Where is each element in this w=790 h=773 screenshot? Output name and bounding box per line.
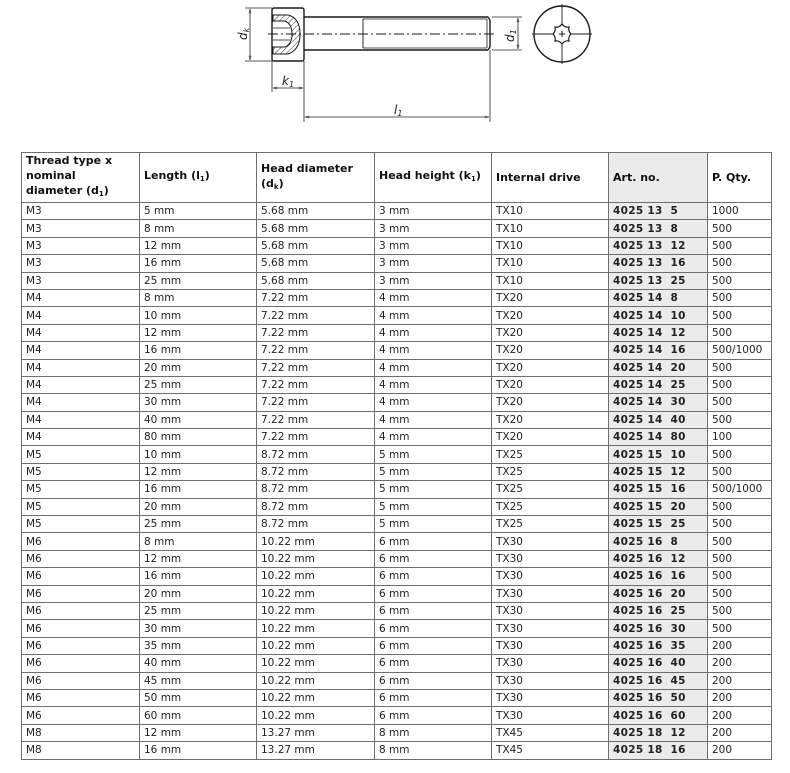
cell-length: 8 mm: [140, 220, 257, 237]
cell-head-diameter: 10.22 mm: [257, 707, 375, 724]
cell-art-no: 4025 14 12: [609, 324, 708, 341]
cell-thread: M3: [22, 203, 140, 220]
cell-head-height: 3 mm: [375, 237, 492, 254]
cell-internal-drive: TX30: [492, 637, 609, 654]
cell-length: 12 mm: [140, 324, 257, 341]
product-spec-table: [21, 152, 772, 760]
cell-art-no: 4025 13 5: [609, 203, 708, 220]
table-row: [22, 237, 772, 254]
cell-art-no: 4025 16 45: [609, 672, 708, 689]
cell-art-no: 4025 18 12: [609, 724, 708, 741]
cell-length: 30 mm: [140, 394, 257, 411]
cell-internal-drive: TX30: [492, 689, 609, 706]
cell-internal-drive: TX45: [492, 724, 609, 741]
cell-length: 40 mm: [140, 655, 257, 672]
cell-internal-drive: TX30: [492, 602, 609, 619]
cell-length: 12 mm: [140, 550, 257, 567]
cell-pqty: 500: [708, 359, 772, 376]
cell-internal-drive: TX10: [492, 237, 609, 254]
cell-length: 16 mm: [140, 255, 257, 272]
cell-internal-drive: TX30: [492, 585, 609, 602]
cell-internal-drive: TX25: [492, 463, 609, 480]
table-row: [22, 463, 772, 480]
cell-thread: M5: [22, 463, 140, 480]
header-thread: Thread type x nominal diameter $(d_1)$: [22, 153, 140, 203]
cell-head-height: 4 mm: [375, 307, 492, 324]
cell-art-no: 4025 16 25: [609, 602, 708, 619]
cell-length: 20 mm: [140, 498, 257, 515]
torx-drive-icon: [532, 4, 592, 64]
cell-head-diameter: 8.72 mm: [257, 516, 375, 533]
cell-internal-drive: TX10: [492, 272, 609, 289]
table-header-row: [22, 153, 772, 203]
cell-length: 20 mm: [140, 585, 257, 602]
cell-internal-drive: TX20: [492, 289, 609, 306]
cell-art-no: 4025 15 25: [609, 516, 708, 533]
header-length: Length $(l_1)$: [140, 153, 257, 203]
cell-head-height: 5 mm: [375, 516, 492, 533]
table-row: [22, 272, 772, 289]
cell-length: 80 mm: [140, 429, 257, 446]
cell-thread: M3: [22, 272, 140, 289]
cell-head-height: 6 mm: [375, 707, 492, 724]
cell-thread: M5: [22, 481, 140, 498]
cell-head-height: 5 mm: [375, 481, 492, 498]
d1-label: d1: [503, 29, 518, 42]
cell-head-diameter: 10.22 mm: [257, 655, 375, 672]
cell-head-diameter: 7.22 mm: [257, 307, 375, 324]
cell-internal-drive: TX30: [492, 533, 609, 550]
dimension-labels: [236, 27, 518, 118]
cell-pqty: 500: [708, 516, 772, 533]
cell-art-no: 4025 13 16: [609, 255, 708, 272]
cell-thread: M3: [22, 237, 140, 254]
cell-head-height: 6 mm: [375, 637, 492, 654]
cell-head-diameter: 5.68 mm: [257, 272, 375, 289]
cell-head-diameter: 7.22 mm: [257, 429, 375, 446]
table-row: [22, 742, 772, 759]
cell-thread: M6: [22, 672, 140, 689]
cell-length: 30 mm: [140, 620, 257, 637]
cell-head-height: 6 mm: [375, 602, 492, 619]
cell-pqty: 200: [708, 742, 772, 759]
cell-art-no: 4025 13 8: [609, 220, 708, 237]
cell-art-no: 4025 15 10: [609, 446, 708, 463]
cell-head-height: 8 mm: [375, 742, 492, 759]
cell-length: 50 mm: [140, 689, 257, 706]
cell-head-diameter: 10.22 mm: [257, 637, 375, 654]
cell-art-no: 4025 14 10: [609, 307, 708, 324]
table-row: [22, 359, 772, 376]
cell-head-diameter: 5.68 mm: [257, 203, 375, 220]
screw-technical-drawing: [0, 0, 790, 140]
cell-pqty: 200: [708, 689, 772, 706]
cell-art-no: 4025 14 80: [609, 429, 708, 446]
table-row: [22, 203, 772, 220]
cell-head-height: 6 mm: [375, 533, 492, 550]
cell-art-no: 4025 16 50: [609, 689, 708, 706]
cell-thread: M4: [22, 411, 140, 428]
cell-art-no: 4025 15 12: [609, 463, 708, 480]
cell-art-no: 4025 16 8: [609, 533, 708, 550]
cell-head-height: 3 mm: [375, 272, 492, 289]
cell-thread: M5: [22, 516, 140, 533]
cell-internal-drive: TX30: [492, 620, 609, 637]
cell-pqty: 500: [708, 550, 772, 567]
cell-internal-drive: TX30: [492, 655, 609, 672]
cell-pqty: 500: [708, 602, 772, 619]
cell-head-diameter: 10.22 mm: [257, 689, 375, 706]
cell-thread: M6: [22, 689, 140, 706]
cell-pqty: 500: [708, 237, 772, 254]
cell-thread: M6: [22, 637, 140, 654]
cell-thread: M5: [22, 498, 140, 515]
cell-head-diameter: 8.72 mm: [257, 498, 375, 515]
table-row: [22, 498, 772, 515]
table-row: [22, 672, 772, 689]
cell-pqty: 500: [708, 463, 772, 480]
cell-internal-drive: TX25: [492, 498, 609, 515]
table-row: [22, 585, 772, 602]
cell-thread: M6: [22, 550, 140, 567]
cell-art-no: 4025 13 12: [609, 237, 708, 254]
cell-head-diameter: 5.68 mm: [257, 255, 375, 272]
cell-length: 40 mm: [140, 411, 257, 428]
table-row: [22, 289, 772, 306]
cell-internal-drive: TX20: [492, 324, 609, 341]
header-internal-drive: Internal drive: [492, 153, 609, 203]
cell-head-diameter: 7.22 mm: [257, 359, 375, 376]
cell-head-height: 5 mm: [375, 446, 492, 463]
cell-head-height: 6 mm: [375, 620, 492, 637]
cell-internal-drive: TX20: [492, 359, 609, 376]
table-row: [22, 307, 772, 324]
cell-length: 60 mm: [140, 707, 257, 724]
cell-thread: M6: [22, 533, 140, 550]
cell-thread: M6: [22, 620, 140, 637]
cell-internal-drive: TX20: [492, 394, 609, 411]
cell-pqty: 500: [708, 446, 772, 463]
cell-length: 12 mm: [140, 724, 257, 741]
table-row: [22, 724, 772, 741]
cell-internal-drive: TX45: [492, 742, 609, 759]
cell-art-no: 4025 18 16: [609, 742, 708, 759]
cell-length: 12 mm: [140, 463, 257, 480]
cell-pqty: 500: [708, 568, 772, 585]
cell-thread: M3: [22, 255, 140, 272]
cell-art-no: 4025 14 16: [609, 342, 708, 359]
table-row: [22, 429, 772, 446]
cell-pqty: 200: [708, 655, 772, 672]
cell-pqty: 500: [708, 272, 772, 289]
cell-head-height: 4 mm: [375, 289, 492, 306]
cell-length: 25 mm: [140, 272, 257, 289]
cell-internal-drive: TX20: [492, 411, 609, 428]
table-row: [22, 411, 772, 428]
cell-head-diameter: 8.72 mm: [257, 481, 375, 498]
cell-thread: M6: [22, 655, 140, 672]
cell-internal-drive: TX10: [492, 203, 609, 220]
table-row: [22, 394, 772, 411]
cell-art-no: 4025 14 25: [609, 376, 708, 393]
cell-internal-drive: TX25: [492, 481, 609, 498]
cell-pqty: 500: [708, 394, 772, 411]
cell-head-height: 5 mm: [375, 498, 492, 515]
cell-head-diameter: 10.22 mm: [257, 620, 375, 637]
cell-pqty: 200: [708, 637, 772, 654]
cell-art-no: 4025 16 40: [609, 655, 708, 672]
cell-length: 16 mm: [140, 568, 257, 585]
cell-length: 8 mm: [140, 533, 257, 550]
cell-internal-drive: TX20: [492, 376, 609, 393]
cell-head-height: 3 mm: [375, 255, 492, 272]
cell-art-no: 4025 14 8: [609, 289, 708, 306]
cell-length: 25 mm: [140, 376, 257, 393]
cell-internal-drive: TX20: [492, 307, 609, 324]
cell-head-height: 3 mm: [375, 203, 492, 220]
table-row: [22, 376, 772, 393]
cell-internal-drive: TX30: [492, 568, 609, 585]
cell-pqty: 500: [708, 620, 772, 637]
k1-label: k1: [282, 74, 295, 89]
cell-length: 10 mm: [140, 446, 257, 463]
cell-head-diameter: 10.22 mm: [257, 672, 375, 689]
cell-head-height: 3 mm: [375, 220, 492, 237]
cell-head-height: 6 mm: [375, 672, 492, 689]
dimension-lines: [245, 8, 522, 122]
cell-internal-drive: TX20: [492, 429, 609, 446]
cell-pqty: 500: [708, 307, 772, 324]
cell-head-diameter: 7.22 mm: [257, 376, 375, 393]
cell-head-height: 8 mm: [375, 724, 492, 741]
cell-internal-drive: TX25: [492, 446, 609, 463]
cell-pqty: 500: [708, 411, 772, 428]
cell-pqty: 100: [708, 429, 772, 446]
cell-pqty: 200: [708, 707, 772, 724]
header-pqty: P. Qty.: [708, 153, 772, 203]
cell-length: 12 mm: [140, 237, 257, 254]
cell-length: 16 mm: [140, 342, 257, 359]
cell-art-no: 4025 14 30: [609, 394, 708, 411]
header-head-diameter: Head diameter $(d_k)$: [257, 153, 375, 203]
cell-thread: M6: [22, 707, 140, 724]
cell-thread: M4: [22, 376, 140, 393]
cell-length: 25 mm: [140, 516, 257, 533]
table-row: [22, 637, 772, 654]
cell-thread: M4: [22, 429, 140, 446]
cell-internal-drive: TX30: [492, 707, 609, 724]
cell-head-diameter: 7.22 mm: [257, 342, 375, 359]
cell-head-diameter: 8.72 mm: [257, 446, 375, 463]
screw-side-view: [268, 8, 495, 61]
cell-pqty: 500: [708, 324, 772, 341]
cell-internal-drive: TX25: [492, 516, 609, 533]
cell-pqty: 500: [708, 289, 772, 306]
header-head-height: Head height $(k_1)$: [375, 153, 492, 203]
table-row: [22, 324, 772, 341]
cell-thread: M4: [22, 307, 140, 324]
cell-thread: M6: [22, 585, 140, 602]
table-row: [22, 707, 772, 724]
cell-head-diameter: 8.72 mm: [257, 463, 375, 480]
cell-internal-drive: TX10: [492, 255, 609, 272]
cell-length: 35 mm: [140, 637, 257, 654]
cell-thread: M6: [22, 568, 140, 585]
cell-length: 25 mm: [140, 602, 257, 619]
table-row: [22, 550, 772, 567]
cell-pqty: 500: [708, 255, 772, 272]
cell-head-diameter: 7.22 mm: [257, 394, 375, 411]
cell-head-height: 4 mm: [375, 429, 492, 446]
cell-art-no: 4025 14 20: [609, 359, 708, 376]
cell-head-height: 4 mm: [375, 359, 492, 376]
cell-head-height: 4 mm: [375, 411, 492, 428]
cell-pqty: 500/1000: [708, 342, 772, 359]
cell-art-no: 4025 16 20: [609, 585, 708, 602]
cell-thread: M4: [22, 342, 140, 359]
cell-thread: M4: [22, 359, 140, 376]
cell-head-height: 4 mm: [375, 342, 492, 359]
cell-pqty: 500: [708, 220, 772, 237]
cell-art-no: 4025 15 20: [609, 498, 708, 515]
table-row: [22, 533, 772, 550]
cell-internal-drive: TX30: [492, 550, 609, 567]
cell-head-height: 6 mm: [375, 689, 492, 706]
cell-art-no: 4025 16 60: [609, 707, 708, 724]
cell-head-height: 6 mm: [375, 550, 492, 567]
l1-label: l1: [394, 103, 403, 118]
table-row: [22, 481, 772, 498]
cell-length: 20 mm: [140, 359, 257, 376]
cell-length: 10 mm: [140, 307, 257, 324]
cell-thread: M8: [22, 724, 140, 741]
cell-internal-drive: TX30: [492, 672, 609, 689]
cell-art-no: 4025 16 16: [609, 568, 708, 585]
cell-thread: M3: [22, 220, 140, 237]
table-row: [22, 342, 772, 359]
cell-pqty: 500/1000: [708, 481, 772, 498]
cell-pqty: 500: [708, 533, 772, 550]
table-row: [22, 446, 772, 463]
cell-head-height: 4 mm: [375, 394, 492, 411]
cell-head-diameter: 10.22 mm: [257, 533, 375, 550]
cell-art-no: 4025 15 16: [609, 481, 708, 498]
cell-head-height: 4 mm: [375, 376, 492, 393]
table-row: [22, 220, 772, 237]
cell-length: 5 mm: [140, 203, 257, 220]
cell-thread: M5: [22, 446, 140, 463]
cell-length: 16 mm: [140, 481, 257, 498]
table-row: [22, 689, 772, 706]
cell-length: 8 mm: [140, 289, 257, 306]
cell-art-no: 4025 14 40: [609, 411, 708, 428]
dk-label: dk: [236, 27, 251, 40]
cell-thread: M4: [22, 394, 140, 411]
cell-thread: M4: [22, 324, 140, 341]
cell-pqty: 500: [708, 585, 772, 602]
cell-head-height: 5 mm: [375, 463, 492, 480]
table-row: [22, 620, 772, 637]
cell-pqty: 200: [708, 724, 772, 741]
cell-head-diameter: 10.22 mm: [257, 602, 375, 619]
cell-head-diameter: 10.22 mm: [257, 568, 375, 585]
cell-length: 16 mm: [140, 742, 257, 759]
table-body: [22, 203, 772, 760]
cell-head-height: 6 mm: [375, 585, 492, 602]
cell-thread: M6: [22, 602, 140, 619]
cell-pqty: 1000: [708, 203, 772, 220]
cell-pqty: 500: [708, 498, 772, 515]
cell-head-diameter: 10.22 mm: [257, 550, 375, 567]
cell-head-diameter: 10.22 mm: [257, 585, 375, 602]
cell-head-height: 6 mm: [375, 655, 492, 672]
cell-head-diameter: 13.27 mm: [257, 724, 375, 741]
header-art-no: Art. no.: [609, 153, 708, 203]
cell-head-diameter: 5.68 mm: [257, 237, 375, 254]
cell-head-height: 4 mm: [375, 324, 492, 341]
cell-art-no: 4025 16 30: [609, 620, 708, 637]
cell-head-diameter: 13.27 mm: [257, 742, 375, 759]
cell-head-diameter: 7.22 mm: [257, 289, 375, 306]
table-row: [22, 516, 772, 533]
cell-thread: M4: [22, 289, 140, 306]
table-row: [22, 568, 772, 585]
cell-head-diameter: 7.22 mm: [257, 324, 375, 341]
cell-art-no: 4025 13 25: [609, 272, 708, 289]
cell-pqty: 500: [708, 376, 772, 393]
cell-art-no: 4025 16 35: [609, 637, 708, 654]
cell-thread: M8: [22, 742, 140, 759]
table-row: [22, 255, 772, 272]
cell-internal-drive: TX20: [492, 342, 609, 359]
cell-art-no: 4025 16 12: [609, 550, 708, 567]
cell-internal-drive: TX10: [492, 220, 609, 237]
table-row: [22, 602, 772, 619]
cell-pqty: 200: [708, 672, 772, 689]
cell-head-height: 6 mm: [375, 568, 492, 585]
cell-head-diameter: 5.68 mm: [257, 220, 375, 237]
cell-length: 45 mm: [140, 672, 257, 689]
cell-head-diameter: 7.22 mm: [257, 411, 375, 428]
table-row: [22, 655, 772, 672]
